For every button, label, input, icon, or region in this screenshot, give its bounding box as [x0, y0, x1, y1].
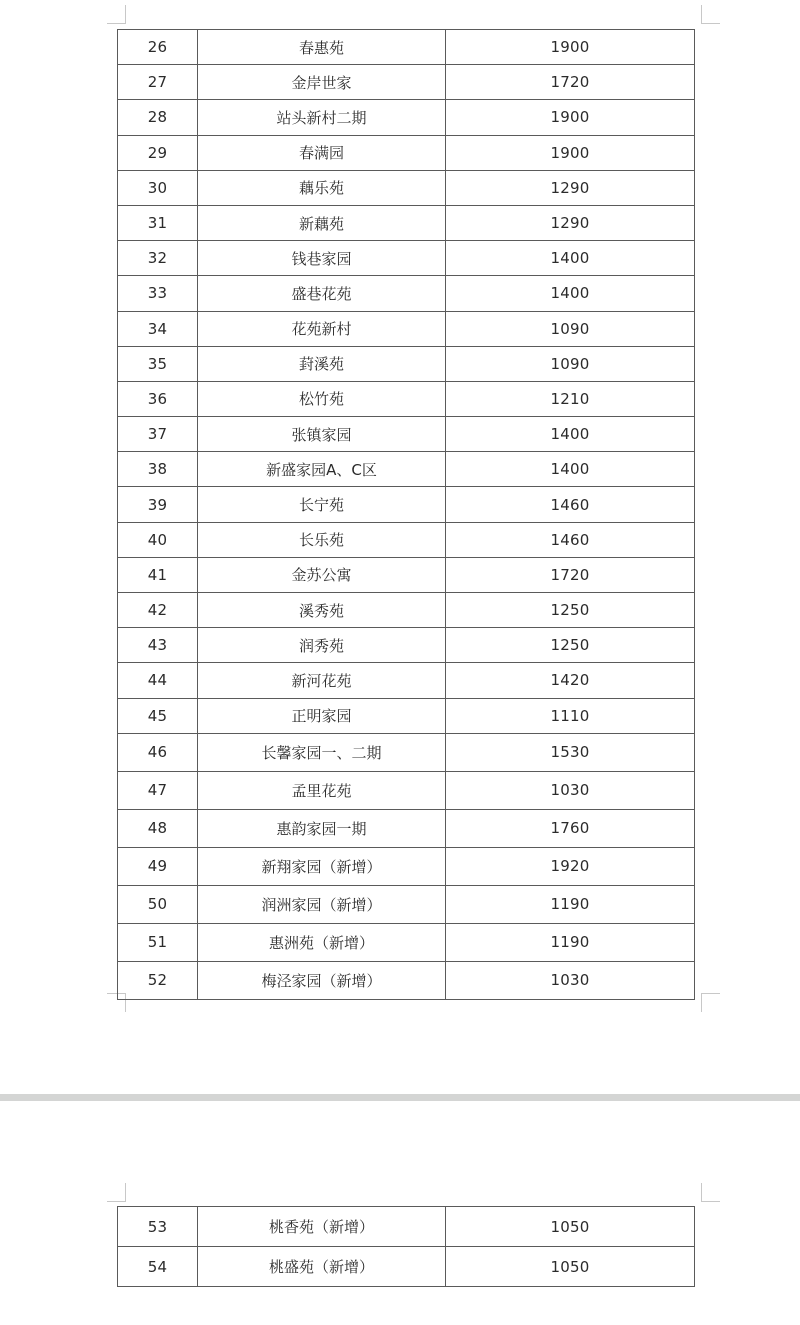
- row-index-cell: 52: [118, 961, 198, 999]
- row-index-cell: 51: [118, 923, 198, 961]
- row-index-cell: 46: [118, 733, 198, 771]
- value-cell: 1190: [446, 885, 695, 923]
- row-index-cell: 47: [118, 771, 198, 809]
- table-row: [118, 522, 695, 557]
- table-row: [118, 628, 695, 663]
- page-corner-mark-top-right: [701, 1183, 720, 1202]
- community-name-cell: 润洲家园（新增）: [198, 885, 446, 923]
- value-cell: 1460: [446, 522, 695, 557]
- table-row: [118, 961, 695, 999]
- table-row: [118, 663, 695, 698]
- community-name-cell: 新河花苑: [198, 663, 446, 698]
- community-name-cell: 长乐苑: [198, 522, 446, 557]
- row-index-cell: 45: [118, 698, 198, 733]
- row-index-cell: 40: [118, 522, 198, 557]
- value-cell: 1050: [446, 1207, 695, 1247]
- community-name-cell: 春惠苑: [198, 30, 446, 65]
- row-index-cell: 36: [118, 381, 198, 416]
- value-cell: 1530: [446, 733, 695, 771]
- table-row: [118, 885, 695, 923]
- row-index-cell: 38: [118, 452, 198, 487]
- community-name-cell: 孟里花苑: [198, 771, 446, 809]
- row-index-cell: 42: [118, 593, 198, 628]
- row-index-cell: 43: [118, 628, 198, 663]
- value-cell: 1090: [446, 311, 695, 346]
- table-row: [118, 809, 695, 847]
- value-cell: 1090: [446, 346, 695, 381]
- row-index-cell: 37: [118, 417, 198, 452]
- page-separator: [0, 1094, 800, 1101]
- row-index-cell: 35: [118, 346, 198, 381]
- row-index-cell: 39: [118, 487, 198, 522]
- community-name-cell: 张镇家园: [198, 417, 446, 452]
- community-name-cell: 花苑新村: [198, 311, 446, 346]
- community-name-cell: 新翔家园（新增）: [198, 847, 446, 885]
- table-row: [118, 593, 695, 628]
- community-name-cell: 金苏公寓: [198, 557, 446, 592]
- row-index-cell: 28: [118, 100, 198, 135]
- value-cell: 1900: [446, 30, 695, 65]
- value-cell: 1210: [446, 381, 695, 416]
- value-cell: 1030: [446, 961, 695, 999]
- row-index-cell: 30: [118, 170, 198, 205]
- data-table-page-2: [117, 1206, 695, 1287]
- table-row: [118, 1247, 695, 1287]
- table-row: [118, 100, 695, 135]
- table-row: [118, 557, 695, 592]
- row-index-cell: 53: [118, 1207, 198, 1247]
- table-row: [118, 311, 695, 346]
- value-cell: 1250: [446, 593, 695, 628]
- table-row: [118, 923, 695, 961]
- row-index-cell: 32: [118, 241, 198, 276]
- community-name-cell: 春满园: [198, 135, 446, 170]
- table-row: [118, 487, 695, 522]
- value-cell: 1920: [446, 847, 695, 885]
- row-index-cell: 44: [118, 663, 198, 698]
- community-name-cell: 金岸世家: [198, 65, 446, 100]
- community-name-cell: 站头新村二期: [198, 100, 446, 135]
- page-corner-mark-bottom-right: [701, 993, 720, 1012]
- community-name-cell: 盛巷花苑: [198, 276, 446, 311]
- data-table-page-1: [117, 29, 695, 1000]
- page-corner-mark-top-left: [107, 1183, 126, 1202]
- value-cell: 1110: [446, 698, 695, 733]
- table-row: [118, 381, 695, 416]
- table-row: [118, 1207, 695, 1247]
- row-index-cell: 54: [118, 1247, 198, 1287]
- value-cell: 1400: [446, 276, 695, 311]
- community-name-cell: 钱巷家园: [198, 241, 446, 276]
- value-cell: 1900: [446, 100, 695, 135]
- value-cell: 1720: [446, 557, 695, 592]
- page-corner-mark-top-left: [107, 5, 126, 24]
- value-cell: 1400: [446, 241, 695, 276]
- community-name-cell: 长宁苑: [198, 487, 446, 522]
- row-index-cell: 50: [118, 885, 198, 923]
- community-name-cell: 桃盛苑（新增）: [198, 1247, 446, 1287]
- community-name-cell: 藕乐苑: [198, 170, 446, 205]
- table-row: [118, 205, 695, 240]
- row-index-cell: 29: [118, 135, 198, 170]
- table-row: [118, 417, 695, 452]
- table-row: [118, 452, 695, 487]
- table-row: [118, 733, 695, 771]
- community-name-cell: 桃香苑（新增）: [198, 1207, 446, 1247]
- row-index-cell: 34: [118, 311, 198, 346]
- community-name-cell: 新盛家园A、C区: [198, 452, 446, 487]
- value-cell: 1190: [446, 923, 695, 961]
- table-row: [118, 771, 695, 809]
- community-name-cell: 正明家园: [198, 698, 446, 733]
- value-cell: 1400: [446, 452, 695, 487]
- value-cell: 1460: [446, 487, 695, 522]
- value-cell: 1290: [446, 205, 695, 240]
- row-index-cell: 48: [118, 809, 198, 847]
- value-cell: 1720: [446, 65, 695, 100]
- community-name-cell: 葑溪苑: [198, 346, 446, 381]
- community-name-cell: 惠洲苑（新增）: [198, 923, 446, 961]
- page-corner-mark-top-right: [701, 5, 720, 24]
- value-cell: 1250: [446, 628, 695, 663]
- table-row: [118, 698, 695, 733]
- community-name-cell: 新藕苑: [198, 205, 446, 240]
- value-cell: 1290: [446, 170, 695, 205]
- community-name-cell: 溪秀苑: [198, 593, 446, 628]
- table-row: [118, 241, 695, 276]
- value-cell: 1400: [446, 417, 695, 452]
- table-row: [118, 135, 695, 170]
- community-name-cell: 润秀苑: [198, 628, 446, 663]
- row-index-cell: 41: [118, 557, 198, 592]
- row-index-cell: 27: [118, 65, 198, 100]
- row-index-cell: 49: [118, 847, 198, 885]
- row-index-cell: 33: [118, 276, 198, 311]
- value-cell: 1050: [446, 1247, 695, 1287]
- table-row: [118, 346, 695, 381]
- table-row: [118, 65, 695, 100]
- community-name-cell: 梅泾家园（新增）: [198, 961, 446, 999]
- table-row: [118, 170, 695, 205]
- table-row: [118, 276, 695, 311]
- value-cell: 1030: [446, 771, 695, 809]
- row-index-cell: 31: [118, 205, 198, 240]
- community-name-cell: 惠韵家园一期: [198, 809, 446, 847]
- table-row: [118, 30, 695, 65]
- community-name-cell: 松竹苑: [198, 381, 446, 416]
- value-cell: 1760: [446, 809, 695, 847]
- value-cell: 1900: [446, 135, 695, 170]
- community-name-cell: 长馨家园一、二期: [198, 733, 446, 771]
- row-index-cell: 26: [118, 30, 198, 65]
- value-cell: 1420: [446, 663, 695, 698]
- table-row: [118, 847, 695, 885]
